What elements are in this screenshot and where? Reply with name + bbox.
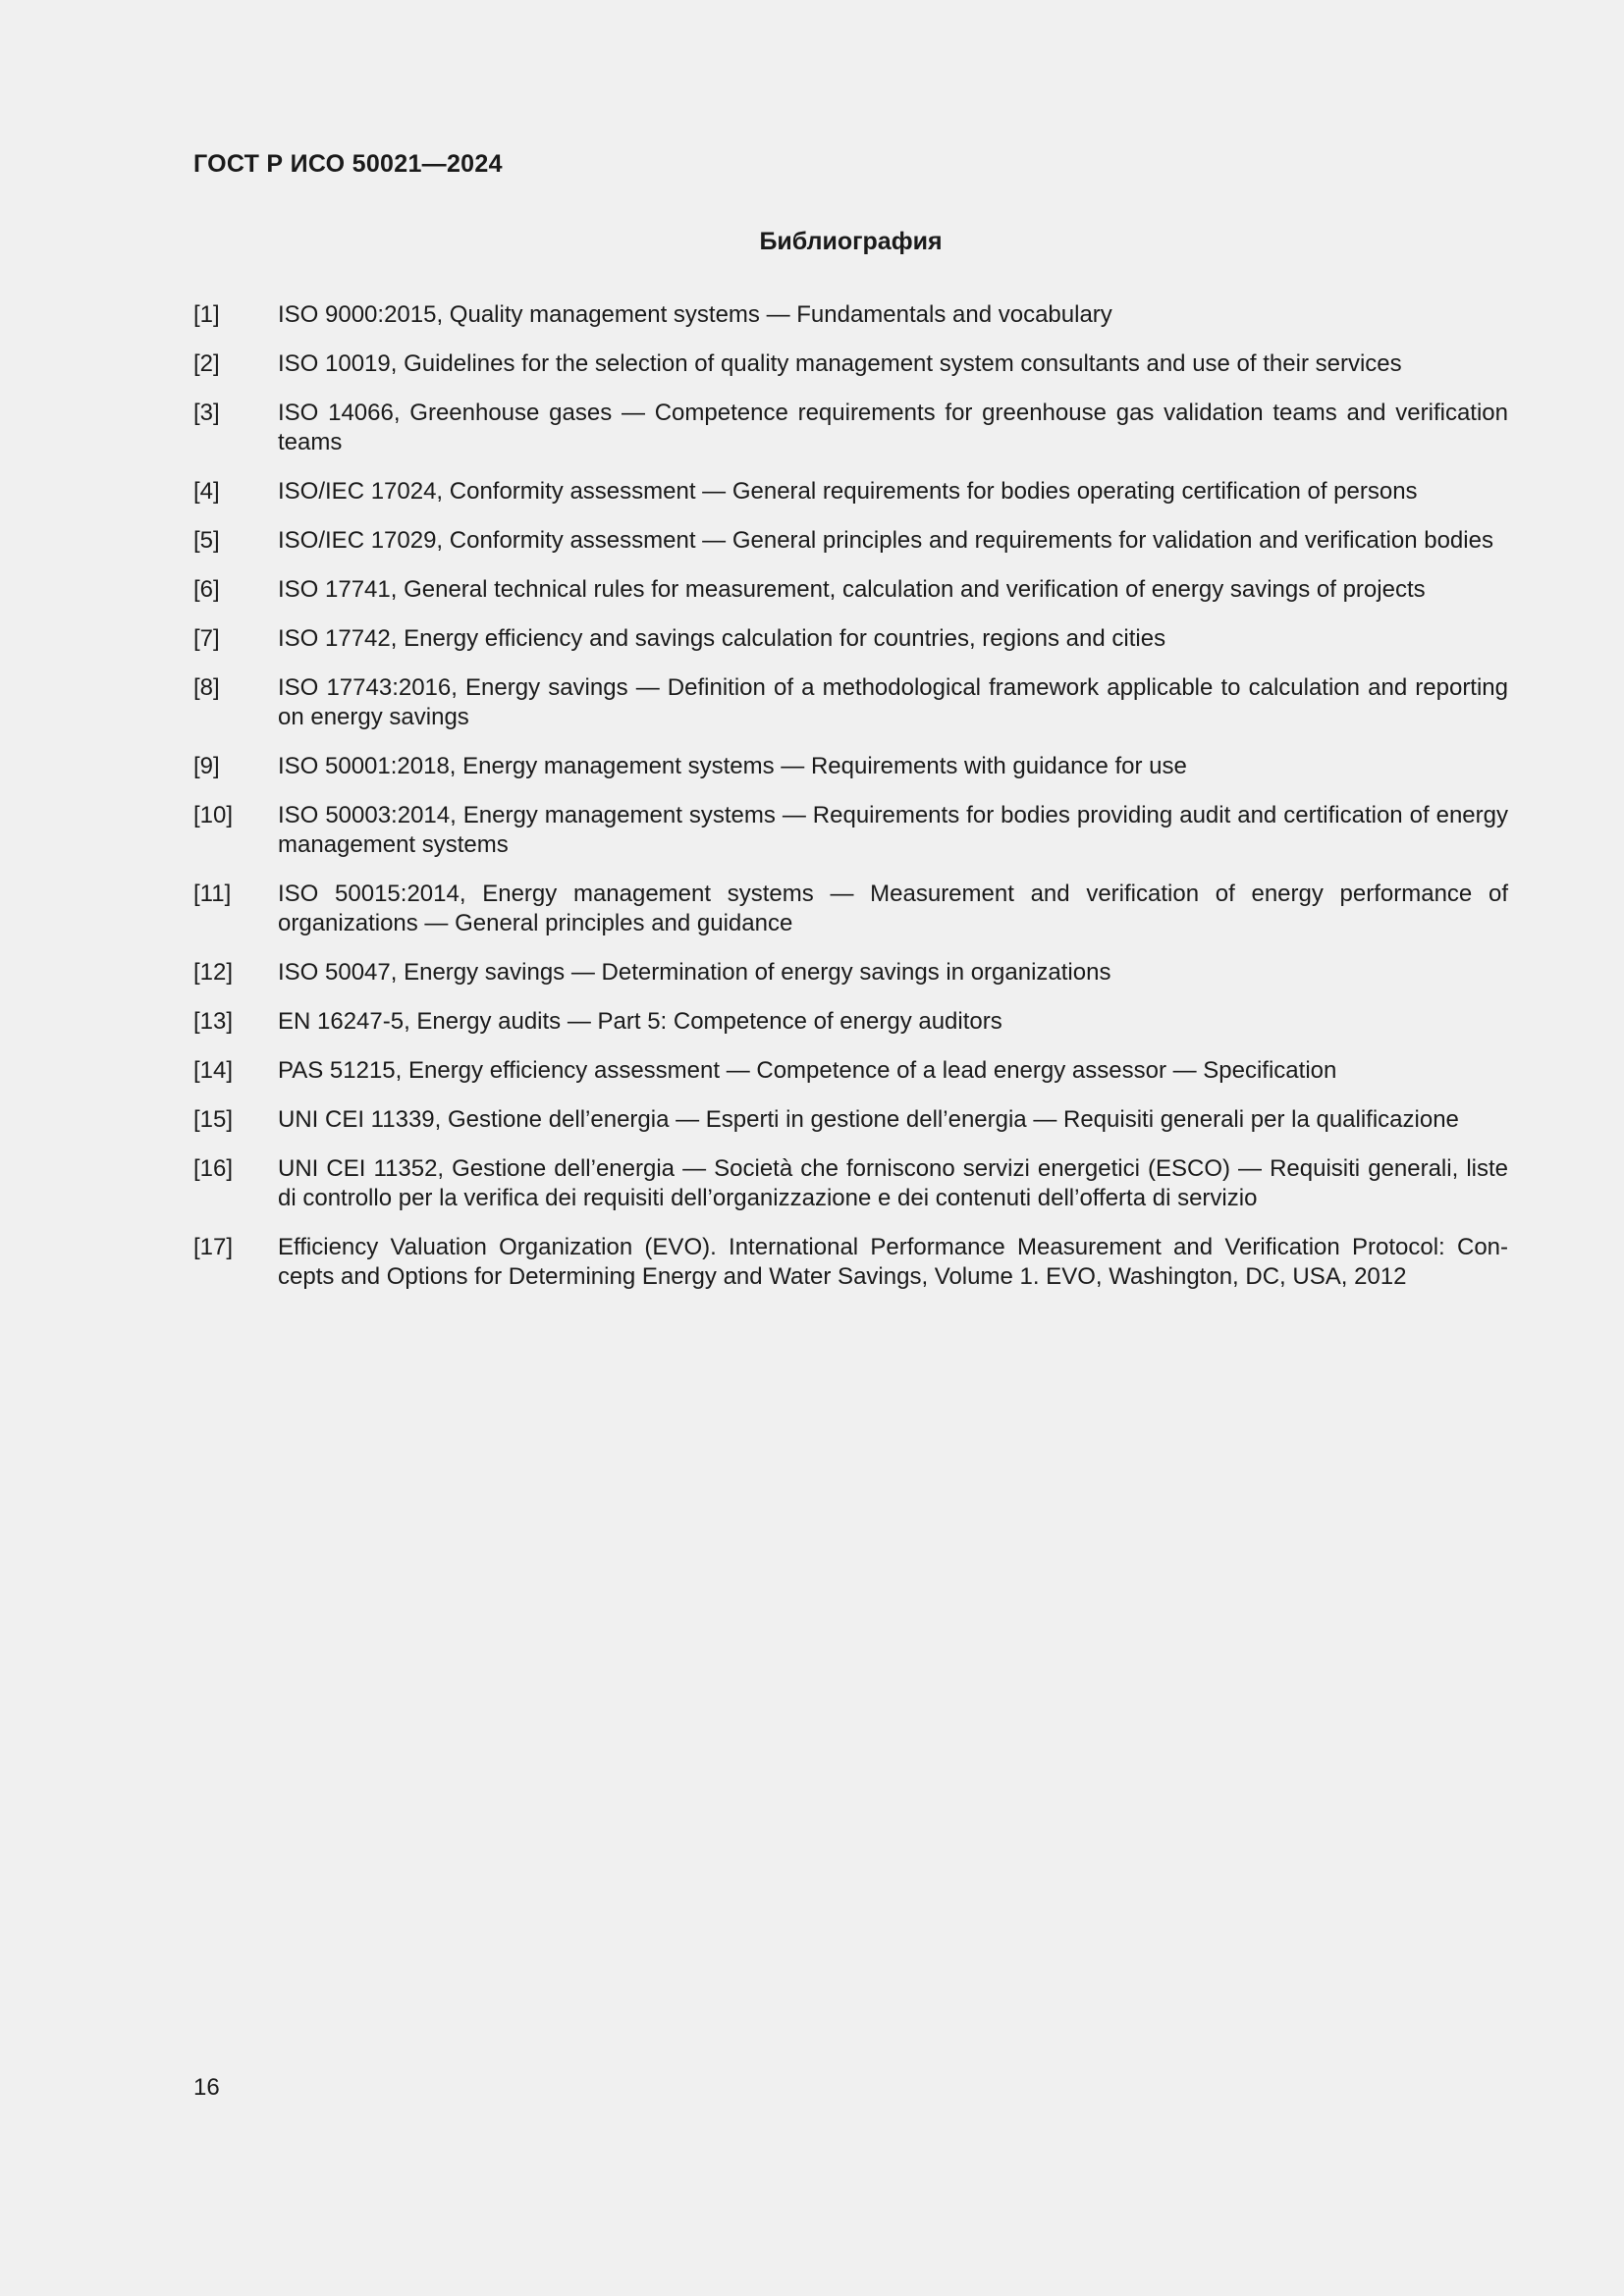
bibliography-item-number: [8] — [193, 674, 220, 701]
bibliography-item — [193, 880, 1508, 938]
bibliography-item — [193, 1154, 1508, 1213]
page-number: 16 — [193, 2074, 220, 2101]
bibliography-item — [193, 526, 1508, 556]
bibliography-item-text: ISO 50003:2014, Energy management systems — Requirements for bodies providing audit and certification of energy management systems — [278, 802, 1508, 858]
bibliography-item-number: [17] — [193, 1234, 234, 1260]
bibliography-item — [193, 575, 1508, 605]
bibliography-item-text: UNI CEI 11352, Gestione dell’energia — Società che forniscono servizi energetici (ESCO) — Requisiti generali, liste di controllo per la verifica dei requisiti dell’organizzazione e dei contenuti dell’offerta di servizio — [278, 1155, 1508, 1211]
bibliography-item-text: ISO 50015:2014, Energy management systems — Measurement and verification of energy performance of organizations — General principles and guidance — [278, 881, 1508, 936]
bibliography-item-text: ISO/IEC 17024, Conformity assessment — General requirements for bodies operating certification of persons — [278, 478, 1418, 505]
bibliography-list — [193, 300, 1508, 1311]
bibliography-item-number: [15] — [193, 1106, 234, 1133]
bibliography-item — [193, 958, 1508, 988]
bibliography-item-number: [11] — [193, 881, 232, 907]
bibliography-item-number: [1] — [193, 301, 220, 328]
bibliography-item-number: [14] — [193, 1057, 234, 1084]
bibliography-item — [193, 300, 1508, 330]
bibliography-item-text: ISO 50047, Energy savings — Determination of energy savings in organizations — [278, 959, 1111, 986]
bibliography-item-text: ISO 9000:2015, Quality management systems — Fundamentals and vocabulary — [278, 301, 1112, 328]
bibliography-item — [193, 673, 1508, 732]
bibliography-item-text: ISO 14066, Greenhouse gases — Competence requirements for greenhouse gas validation teams and verification teams — [278, 400, 1508, 455]
bibliography-item-number: [6] — [193, 576, 220, 603]
bibliography-item-number: [2] — [193, 350, 220, 377]
bibliography-item-number: [5] — [193, 527, 220, 554]
bibliography-item-text: ISO 17743:2016, Energy savings — Definition of a methodological framework applicable to calculation and reporting on energy savings — [278, 674, 1508, 730]
bibliography-item — [193, 624, 1508, 654]
bibliography-item-number: [16] — [193, 1155, 234, 1182]
bibliography-item-number: [4] — [193, 478, 220, 505]
bibliography-item — [193, 1007, 1508, 1037]
bibliography-item-text: ISO 10019, Guidelines for the selection of quality management system consultants and use of their services — [278, 350, 1402, 377]
bibliography-item-number: [13] — [193, 1008, 234, 1035]
bibliography-item — [193, 801, 1508, 860]
bibliography-item-text: Efficiency Valuation Organization (EVO). International Performance Measurement and Verification Protocol: Con-cepts and Options for Determining Energy and Water Savings, Volume 1. EVO, Washington, DC, USA, 2012 — [278, 1234, 1508, 1290]
section-title: Библиография — [759, 228, 943, 255]
bibliography-item-number: [9] — [193, 753, 220, 779]
bibliography-item-text: ISO/IEC 17029, Conformity assessment — General principles and requirements for validation and verification bodies — [278, 527, 1493, 554]
bibliography-item-text: ISO 50001:2018, Energy management systems — Requirements with guidance for use — [278, 753, 1187, 779]
bibliography-item — [193, 752, 1508, 781]
bibliography-item-text: EN 16247-5, Energy audits — Part 5: Competence of energy auditors — [278, 1008, 1002, 1035]
bibliography-item — [193, 1233, 1508, 1292]
bibliography-item-text: ISO 17741, General technical rules for measurement, calculation and verification of energy savings of projects — [278, 576, 1426, 603]
bibliography-item-number: [7] — [193, 625, 220, 652]
bibliography-item-number: [3] — [193, 400, 220, 426]
bibliography-item — [193, 477, 1508, 507]
bibliography-item — [193, 399, 1508, 457]
bibliography-item — [193, 349, 1508, 379]
bibliography-item — [193, 1056, 1508, 1086]
bibliography-item-text: UNI CEI 11339, Gestione dell’energia — Esperti in gestione dell’energia — Requisiti generali per la qualificazione — [278, 1106, 1459, 1133]
bibliography-item-number: [12] — [193, 959, 234, 986]
document-header: ГОСТ Р ИСО 50021—2024 — [193, 150, 503, 178]
bibliography-item-text: PAS 51215, Energy efficiency assessment — Competence of a lead energy assessor — Specification — [278, 1057, 1337, 1084]
bibliography-item — [193, 1105, 1508, 1135]
bibliography-item-number: [10] — [193, 802, 234, 828]
bibliography-item-text: ISO 17742, Energy efficiency and savings calculation for countries, regions and cities — [278, 625, 1166, 652]
